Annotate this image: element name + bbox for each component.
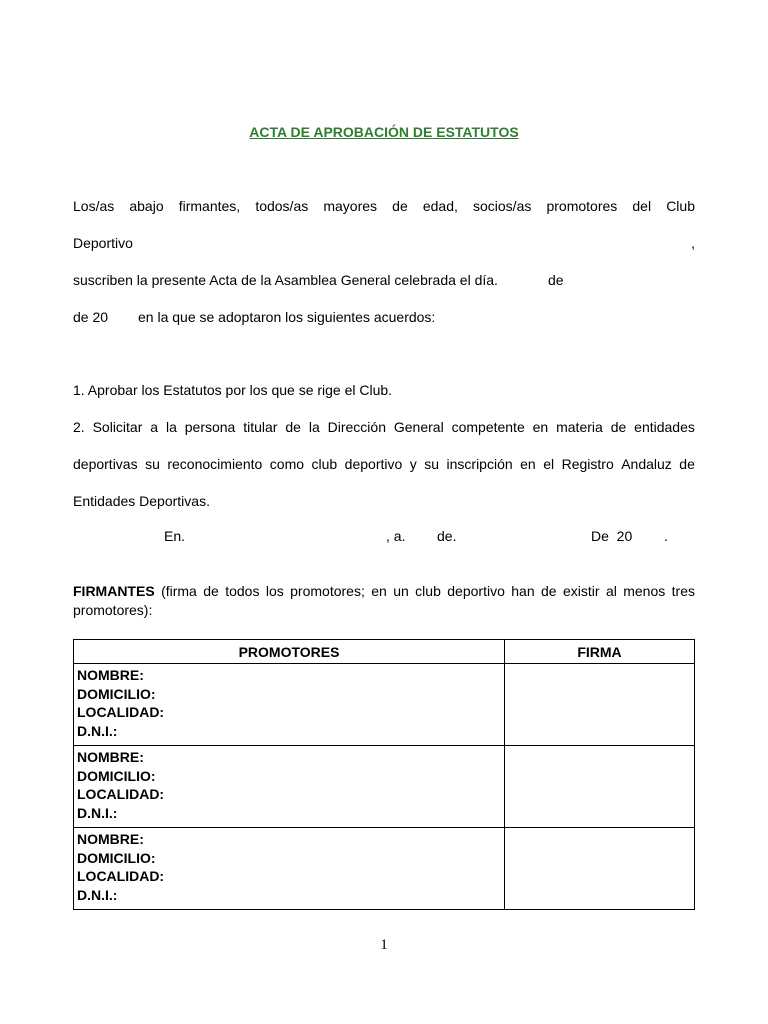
word: Club (666, 198, 695, 214)
word: mayores (323, 198, 378, 214)
word: entidades (634, 419, 695, 435)
word: la (165, 419, 177, 435)
word: Dirección (327, 419, 386, 435)
domicilio-label: DOMICILIO: (77, 849, 156, 866)
nombre-label: NOMBRE: (77, 831, 144, 847)
word: deportivas (73, 456, 138, 472)
word: firmantes, (178, 198, 241, 214)
word: su (424, 456, 440, 472)
localidad-label: LOCALIDAD: (77, 786, 165, 802)
localidad-label: LOCALIDAD: (77, 704, 165, 720)
word: edad, (422, 198, 458, 214)
word: de (392, 198, 408, 214)
word: 2. (73, 419, 85, 435)
page-number: 1 (380, 937, 388, 953)
table-row (74, 828, 695, 910)
date-de20: De 20 (591, 528, 633, 544)
word: la (308, 419, 320, 435)
table-header-row (74, 640, 695, 664)
word: promotores (546, 198, 618, 214)
nombre-label: NOMBRE: (77, 667, 144, 683)
word: Andaluz (621, 456, 672, 472)
localidad-label: LOCALIDAD: (77, 868, 165, 884)
word: reconocimiento (167, 456, 263, 472)
word: titular (243, 419, 278, 435)
signature-cell[interactable] (505, 828, 695, 910)
header-firma: FIRMA (505, 640, 695, 664)
place-comma-a: , a. (386, 528, 406, 544)
table-row (74, 664, 695, 746)
word: club (311, 456, 338, 472)
word: de (285, 419, 301, 435)
word: del (632, 198, 652, 214)
word: persona (184, 419, 236, 435)
intro-line-3: suscriben la presente Acta de la Asamblea General celebrada el día. (73, 272, 498, 288)
word: de (679, 456, 695, 472)
word: Los/as (73, 198, 115, 214)
agreement-1: 1. Aprobar los Estatutos por los que se rige el Club. (73, 382, 393, 398)
intro-deportivo: Deportivo (73, 235, 133, 251)
date-period: . (664, 528, 668, 544)
word: en (520, 456, 536, 472)
domicilio-label: DOMICILIO: (77, 685, 156, 702)
dni-label: D.N.I.: (77, 804, 118, 821)
word: Registro (561, 456, 614, 472)
word: Solicitar (92, 419, 143, 435)
intro-line-4-de20: de 20 (73, 309, 109, 325)
word: General (393, 419, 444, 435)
word: materia (556, 419, 603, 435)
intro-line-3-de: de (548, 272, 564, 288)
word: inscripción (446, 456, 513, 472)
table-row (74, 746, 695, 828)
word: todos/as (255, 198, 309, 214)
intro-line-4-text: en la que se adoptaron los siguientes acuerdos: (138, 309, 436, 325)
word: y (409, 456, 417, 472)
nombre-label: NOMBRE: (77, 749, 144, 765)
intro-line-1 (73, 198, 695, 214)
promoters-table (73, 639, 695, 910)
signature-cell[interactable] (505, 746, 695, 828)
header-promotores: PROMOTORES (74, 640, 505, 664)
agreement-2-line-2 (73, 456, 695, 472)
date-de: de. (437, 528, 457, 544)
domicilio-label: DOMICILIO: (77, 767, 156, 784)
word: en (532, 419, 549, 435)
word: a (150, 419, 159, 435)
signers-intro-bold: FIRMANTES (73, 583, 155, 599)
signers-intro (73, 582, 695, 620)
signature-cell[interactable] (505, 664, 695, 746)
word: competente (451, 419, 525, 435)
word: como (269, 456, 305, 472)
word: su (145, 456, 160, 472)
promoter-data-cell (74, 746, 505, 828)
dni-label: D.N.I.: (77, 722, 118, 739)
promoter-data-cell (74, 664, 505, 746)
word: abajo (129, 198, 164, 214)
document-title: ACTA DE APROBACIÓN DE ESTATUTOS (249, 124, 519, 140)
dni-label: D.N.I.: (77, 886, 118, 903)
promoter-data-cell (74, 828, 505, 910)
intro-comma: , (691, 235, 695, 251)
place-en: En. (164, 528, 186, 544)
word: de (610, 419, 627, 435)
word: deportivo (344, 456, 403, 472)
word: el (543, 456, 555, 472)
intro-line-2 (73, 235, 695, 251)
word: socios/as (473, 198, 532, 214)
signers-intro-text: (firma de todos los promotores; en un club deportivo han de existir al menos tres promotores): (73, 583, 695, 618)
agreement-2-line-3: Entidades Deportivas. (73, 493, 210, 509)
agreement-2-line-1 (73, 419, 695, 435)
